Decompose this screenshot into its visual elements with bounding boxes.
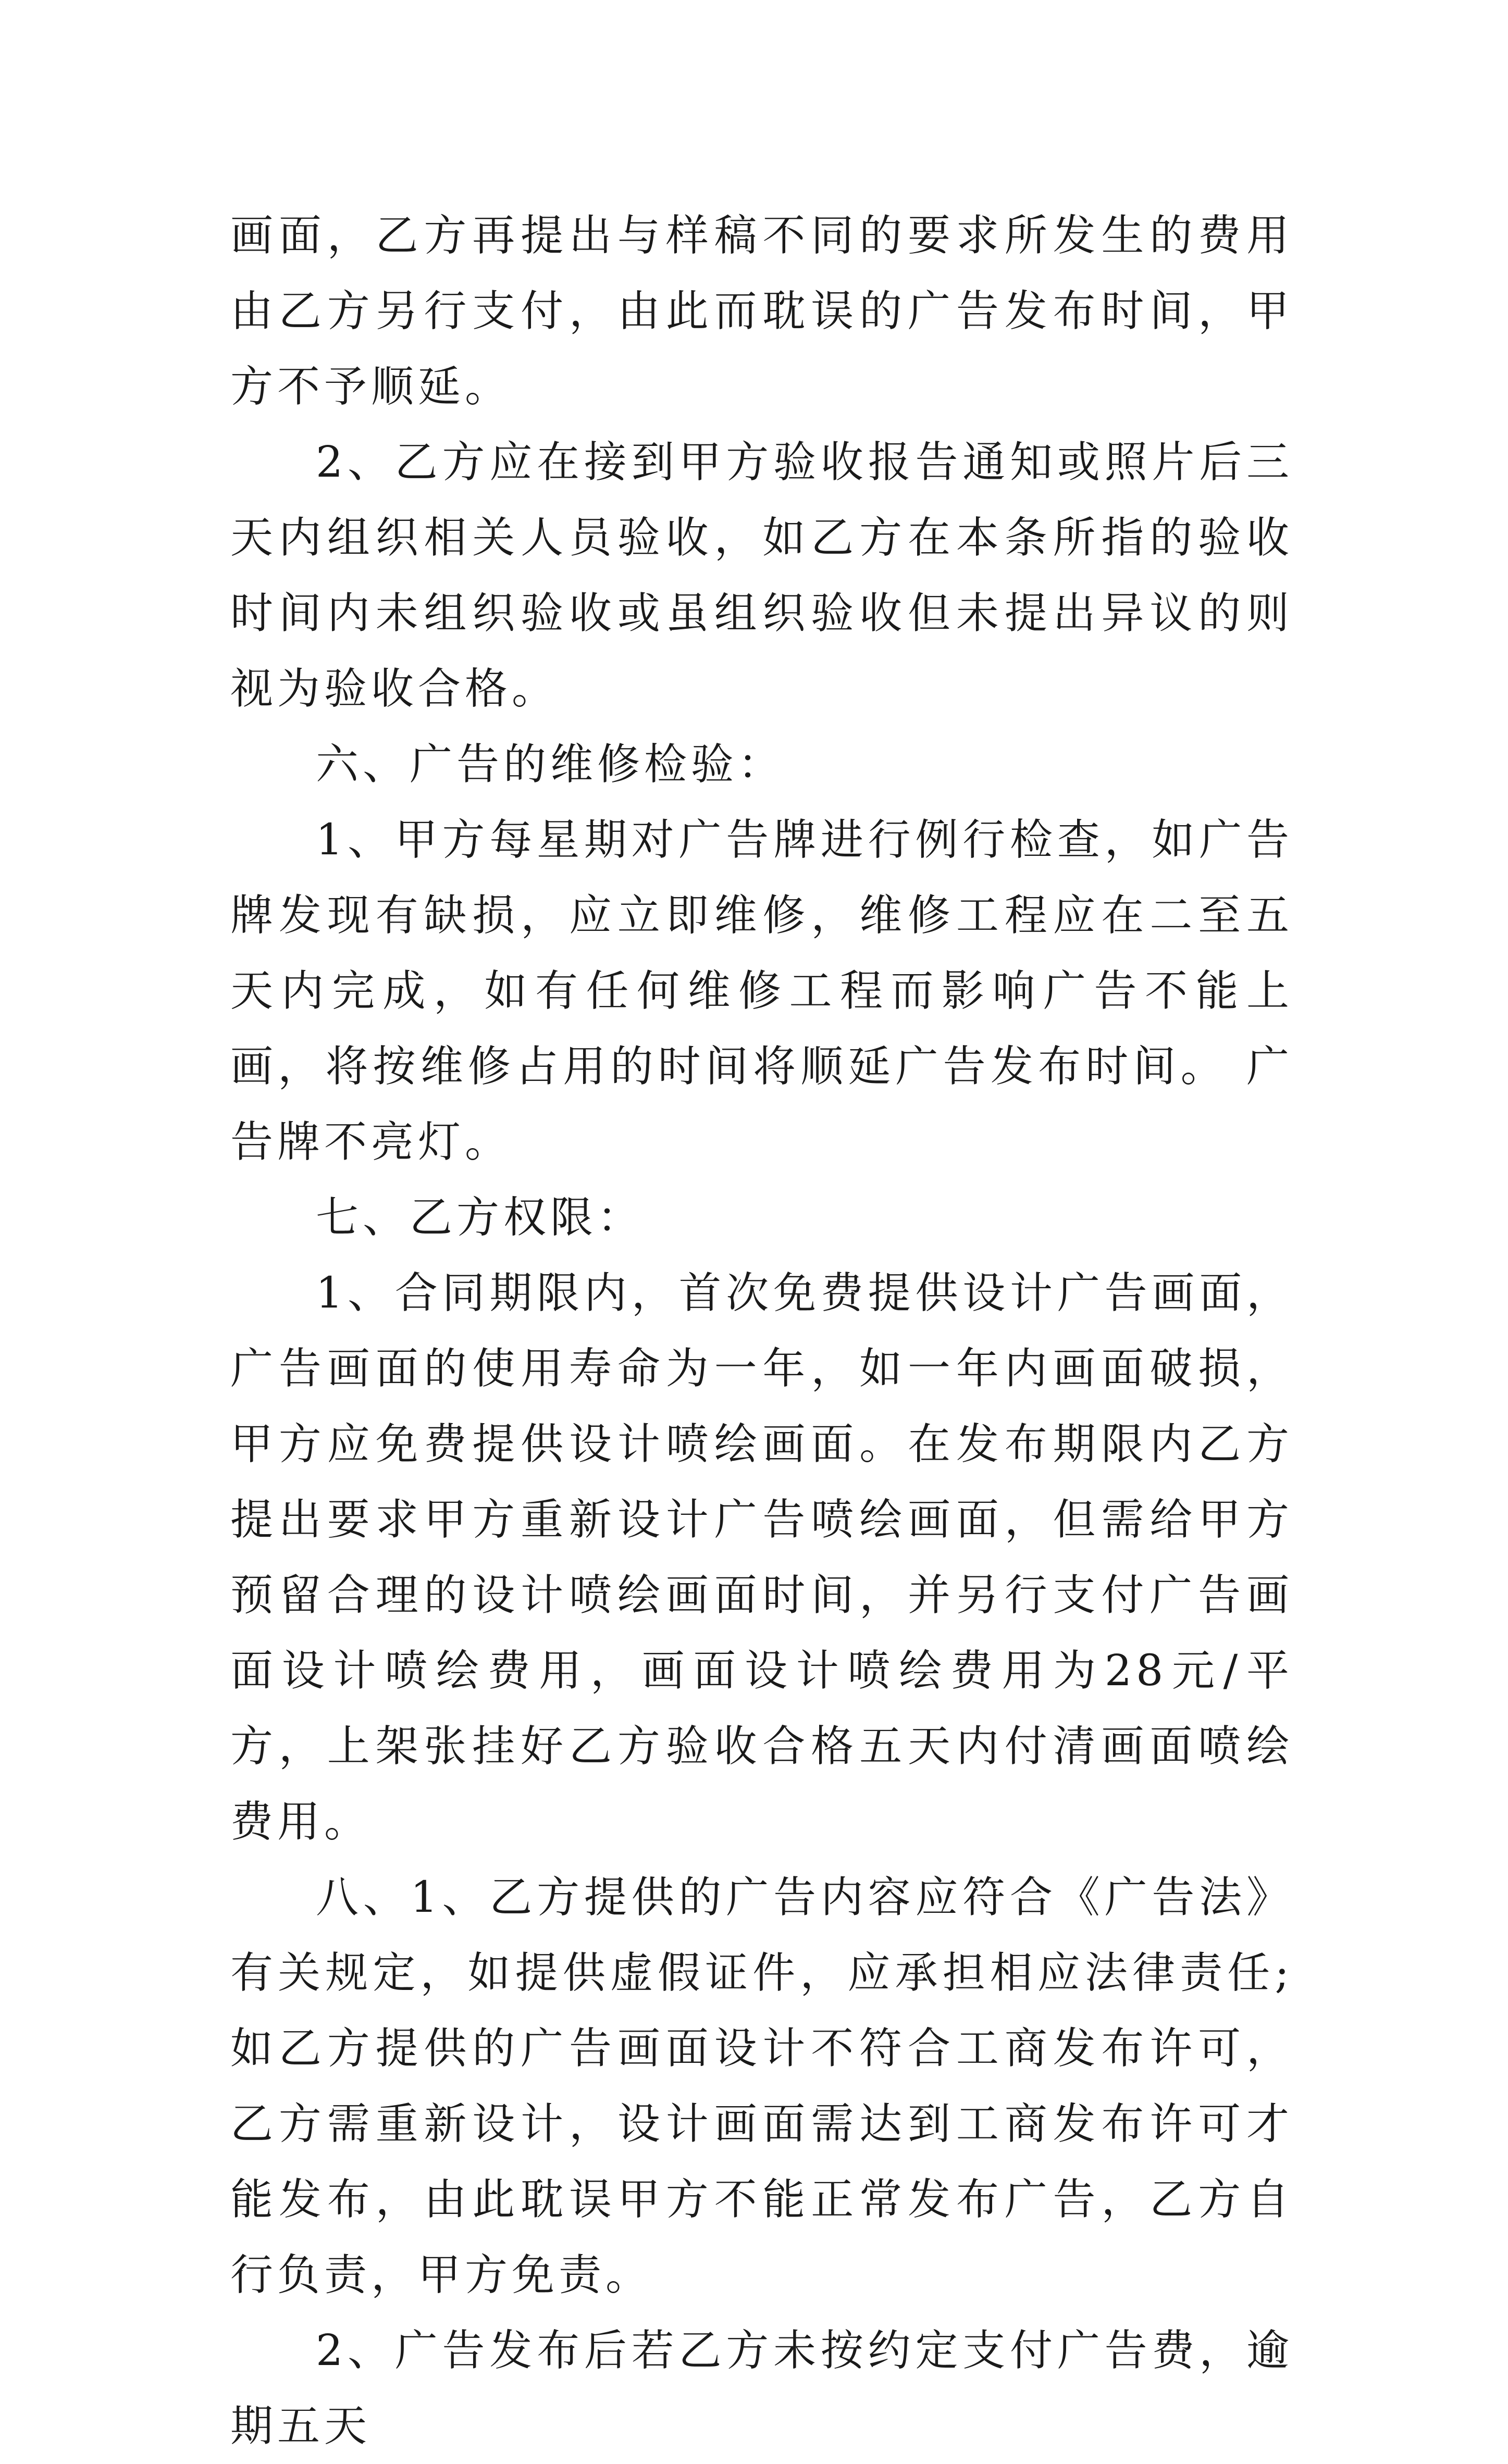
paragraph-clause-6-1: 1、甲方每星期对广告牌进行例行检查，如广告牌发现有缺损，应立即维修，维修工程应在二至五天内完成，如有任何维修工程而影响广告不能上画，将按维修占用的时间将顺延广告发布时间。 广告牌不亮灯。 <box>230 815 1293 1167</box>
paragraph-clause-5-2: 2、乙方应在接到甲方验收报告通知或照片后三天内组织相关人员验收，如乙方在本条所指的验收时间内未组织验收或虽组织验收但未提出异议的则视为验收合格。 <box>230 438 1293 714</box>
paragraph-continuation: 画面，乙方再提出与样稿不同的要求所发生的费用由乙方另行支付，由此而耽误的广告发布时间，甲方不予顺延。 <box>230 211 1293 412</box>
paragraph-clause-8-2: 2、广告发布后若乙方未按约定支付广告费，逾期五天 <box>230 2326 1293 2451</box>
section-heading-6: 六、广告的维修检验： <box>316 740 785 789</box>
paragraph-clause-8-1: 八、1、乙方提供的广告内容应符合《广告法》有关规定，如提供虚假证件，应承担相应法律责任;如乙方提供的广告画面设计不符合工商发布许可，乙方需重新设计，设计画面需达到工商发布许可才能发布，由此耽误甲方不能正常发布广告，乙方自行负责，甲方免责。 <box>230 1873 1293 2300</box>
document-body <box>230 198 1293 2464</box>
paragraph-clause-7-1: 1、合同期限内，首次免费提供设计广告画面，广告画面的使用寿命为一年，如一年内画面破损，甲方应免费提供设计喷绘画面。在发布期限内乙方提出要求甲方重新设计广告喷绘画面，但需给甲方预留合理的设计喷绘画面时间，并另行支付广告画面设计喷绘费用，画面设计喷绘费用为28元/平方，上架张挂好乙方验收合格五天内付清画面喷绘费用。 <box>230 1268 1293 1847</box>
section-heading-7: 七、乙方权限： <box>316 1193 645 1242</box>
